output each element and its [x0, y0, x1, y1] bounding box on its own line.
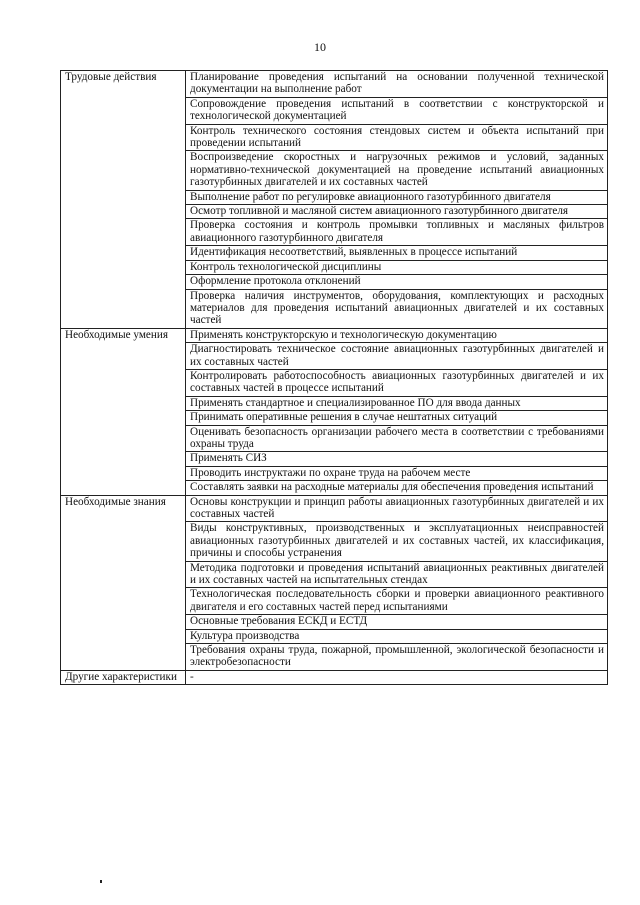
section-item: Проводить инструктажи по охране труда на рабочем месте: [186, 466, 608, 480]
table-body: [61, 71, 608, 685]
section-item: Принимать оперативные решения в случае нештатных ситуаций: [186, 411, 608, 425]
section-item: Диагностировать техническое состояние авиационных газотурбинных двигателей и их составных частей: [186, 343, 608, 370]
section-label: Другие характеристики: [61, 670, 186, 684]
section-item: Оформление протокола отклонений: [186, 275, 608, 289]
section-item: Выполнение работ по регулировке авиационного газотурбинного двигателя: [186, 190, 608, 204]
section-item: Виды конструктивных, производственных и эксплуатационных неисправностей авиационных газотурбинных двигателей и их составных частей, их классификация, причины и способы устранения: [186, 522, 608, 561]
section-item: Контролировать работоспособность авиационных газотурбинных двигателей и их составных частей в процессе испытаний: [186, 369, 608, 396]
section-item: Применять конструкторскую и технологическую документацию: [186, 328, 608, 342]
section-item: Воспроизведение скоростных и нагрузочных режимов и условий, заданных нормативно-технической документацией на проведение испытаний авиационных газотурбинных двигателей и их составных частей: [186, 151, 608, 190]
section-item: Контроль технологической дисциплины: [186, 260, 608, 274]
table-row: [61, 328, 608, 342]
section-item: Сопровождение проведения испытаний в соответствии с конструкторской и технологической документацией: [186, 97, 608, 124]
section-item: Оценивать безопасность организации рабочего места в соответствии с требованиями охраны труда: [186, 425, 608, 452]
section-item: Идентификация несоответствий, выявленных в процессе испытаний: [186, 246, 608, 260]
section-item: Проверка наличия инструментов, оборудования, комплектующих и расходных материалов для проведения испытаний авиационных двигателей и их составных частей: [186, 289, 608, 328]
section-item: Требования охраны труда, пожарной, промышленной, экологической безопасности и электробезопасности: [186, 644, 608, 671]
section-label: Необходимые умения: [61, 328, 186, 495]
section-item: Методика подготовки и проведения испытаний авиационных реактивных двигателей и их составных частей на испытательных стендах: [186, 561, 608, 588]
section-item: Культура производства: [186, 629, 608, 643]
section-item: Составлять заявки на расходные материалы для обеспечения проведения испытаний: [186, 481, 608, 495]
page-number: 10: [314, 40, 326, 54]
table-row: [61, 71, 608, 98]
section-item: Основные требования ЕСКД и ЕСТД: [186, 615, 608, 629]
section-item: Применять стандартное и специализированное ПО для ввода данных: [186, 396, 608, 410]
section-item: Применять СИЗ: [186, 452, 608, 466]
section-label: Необходимые знания: [61, 495, 186, 670]
section-item: Осмотр топливной и масляной систем авиационного газотурбинного двигателя: [186, 205, 608, 219]
section-item: Основы конструкции и принцип работы авиационных газотурбинных двигателей и их составных частей: [186, 495, 608, 522]
scan-mark: [100, 880, 102, 883]
table-row: [61, 670, 608, 684]
section-item: Проверка состояния и контроль промывки топливных и масляных фильтров авиационного газотурбинного двигателя: [186, 219, 608, 246]
section-item: -: [186, 670, 608, 684]
section-label: Трудовые действия: [61, 71, 186, 329]
qualification-table: [60, 70, 608, 685]
section-item: Планирование проведения испытаний на основании полученной технической документации на выполнение работ: [186, 71, 608, 98]
section-item: Контроль технического состояния стендовых систем и объекта испытаний при проведении испытаний: [186, 124, 608, 151]
table-row: [61, 495, 608, 522]
section-item: Технологическая последовательность сборки и проверки авиационного реактивного двигателя и его составных частей перед испытаниями: [186, 588, 608, 615]
